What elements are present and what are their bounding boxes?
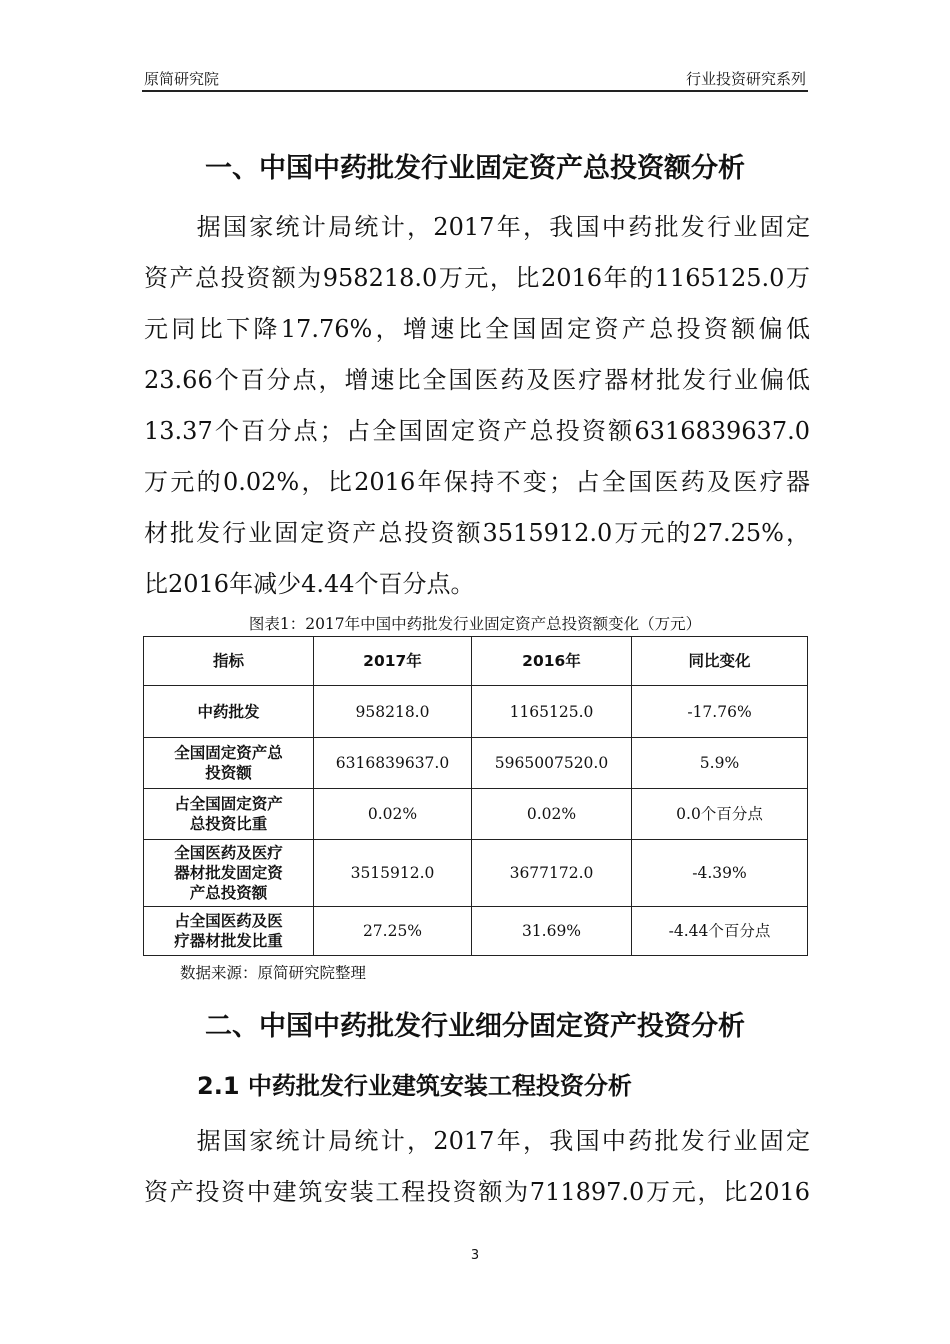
row-label-line: 占全国固定资产 [174, 795, 283, 813]
page-number: 3 [470, 1248, 480, 1263]
value-change: -4.44个百分点 [632, 907, 808, 956]
column-header: 2017年 [314, 637, 472, 686]
table-header-row [144, 637, 808, 686]
table-caption: 图表1：2017年中国中药批发行业固定资产总投资额变化（万元） [248, 615, 702, 633]
row-label [144, 738, 314, 789]
value-2017: 958218.0 [314, 686, 472, 738]
table-row [144, 907, 808, 956]
header-rule [142, 90, 808, 92]
section2-paragraph [144, 1116, 810, 1218]
value-change: -17.76% [632, 686, 808, 738]
value-2016: 5965007520.0 [472, 738, 632, 789]
subsection-title: 2.1 中药批发行业建筑安装工程投资分析 [197, 1072, 632, 1100]
row-label-line: 疗器材批发比重 [174, 932, 283, 950]
value-change: 0.0个百分点 [632, 789, 808, 840]
table-row [144, 840, 808, 907]
row-label [144, 840, 314, 907]
row-label-line: 全国医药及医疗 [174, 844, 283, 862]
section2-title: 二、中国中药批发行业细分固定资产投资分析 [205, 1011, 745, 1042]
section1-paragraph [144, 202, 810, 610]
table-row [144, 738, 808, 789]
row-label-line: 投资额 [205, 764, 252, 782]
value-change: 5.9% [632, 738, 808, 789]
value-2016: 3677172.0 [472, 840, 632, 907]
row-label [144, 686, 314, 738]
value-2016: 1165125.0 [472, 686, 632, 738]
investment-table [143, 636, 808, 956]
paragraph-line: 材批发行业固定资产总投资额3515912.0万元的27.25%， [144, 519, 810, 547]
header-left: 原简研究院 [144, 70, 220, 88]
paragraph-line: 资产总投资额为958218.0万元，比2016年的1165125.0万 [144, 264, 810, 292]
row-label [144, 789, 314, 840]
value-2017: 0.02% [314, 789, 472, 840]
value-2016: 0.02% [472, 789, 632, 840]
row-label [144, 907, 314, 956]
paragraph-line: 据国家统计局统计，2017年，我国中药批发行业固定 [144, 1127, 810, 1155]
value-2017: 3515912.0 [314, 840, 472, 907]
column-header: 同比变化 [632, 637, 808, 686]
paragraph-line: 据国家统计局统计，2017年，我国中药批发行业固定 [144, 213, 810, 241]
table-source: 数据来源：原简研究院整理 [180, 964, 367, 982]
value-2017: 6316839637.0 [314, 738, 472, 789]
row-label-line: 总投资比重 [189, 815, 268, 833]
value-2017: 27.25% [314, 907, 472, 956]
value-change: -4.39% [632, 840, 808, 907]
paragraph-line: 万元的0.02%，比2016年保持不变；占全国医药及医疗器 [144, 468, 810, 496]
row-label-line: 全国固定资产总 [174, 744, 283, 762]
value-2016: 31.69% [472, 907, 632, 956]
row-label-line: 产总投资额 [189, 884, 268, 902]
paragraph-line: 13.37个百分点；占全国固定资产总投资额6316839637.0 [144, 417, 810, 445]
column-header: 指标 [144, 637, 314, 686]
row-label-line: 中药批发 [197, 702, 260, 721]
paragraph-line: 元同比下降17.76%，增速比全国固定资产总投资额偏低 [144, 315, 810, 343]
section1-title: 一、中国中药批发行业固定资产总投资额分析 [205, 153, 745, 184]
row-label-line: 占全国医药及医 [174, 912, 283, 930]
paragraph-line: 23.66个百分点，增速比全国医药及医疗器材批发行业偏低 [144, 366, 810, 394]
table-row [144, 789, 808, 840]
paragraph-line: 资产投资中建筑安装工程投资额为711897.0万元，比2016 [144, 1178, 810, 1206]
table-row [144, 686, 808, 738]
row-label-line: 器材批发固定资 [174, 864, 283, 882]
column-header: 2016年 [472, 637, 632, 686]
header-right: 行业投资研究系列 [685, 70, 806, 88]
paragraph-line: 比2016年减少4.44个百分点。 [144, 570, 475, 598]
